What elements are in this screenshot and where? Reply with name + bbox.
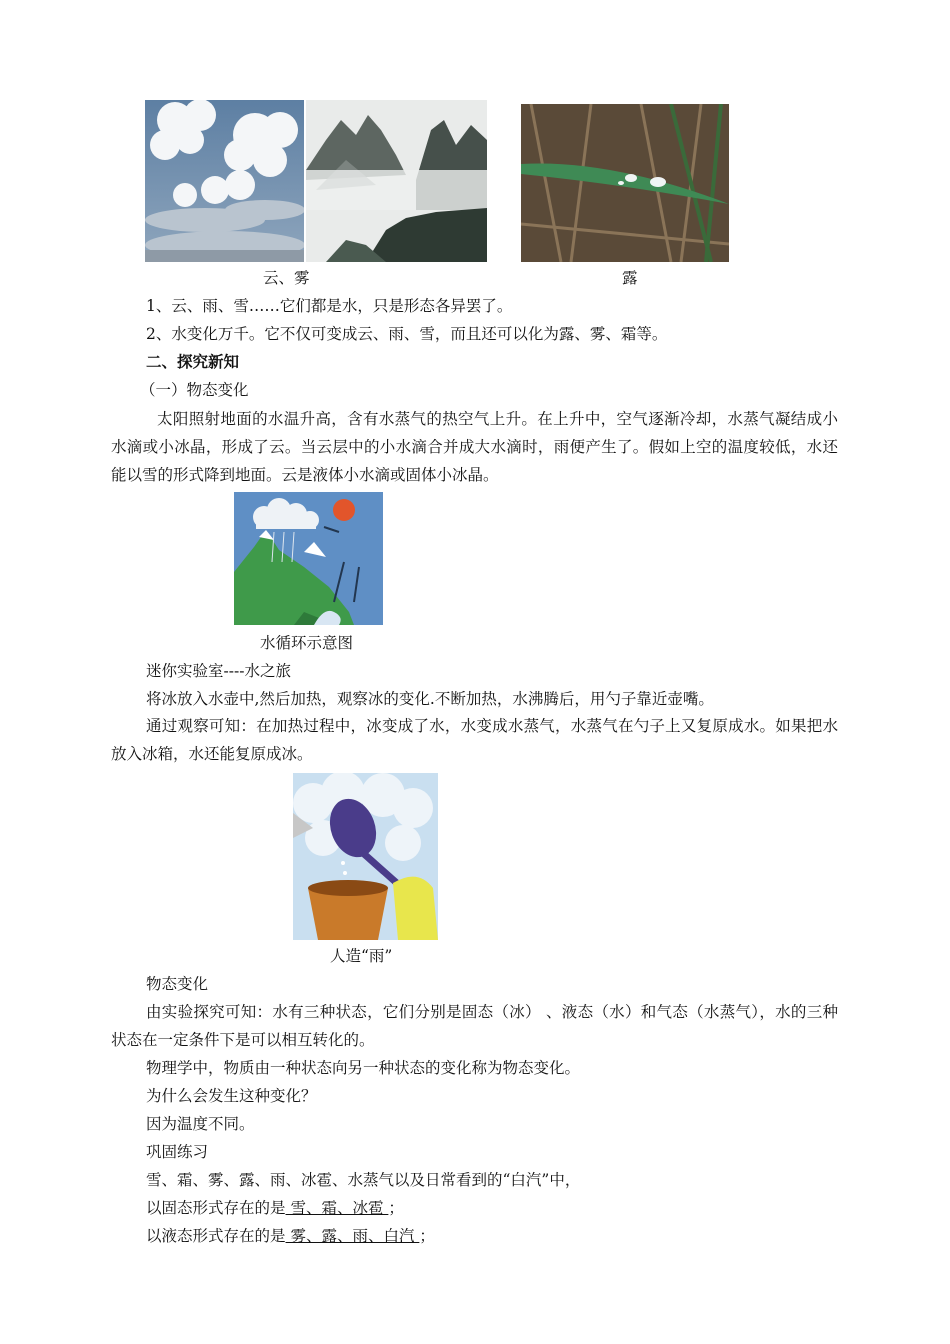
- practice-stem: 雪、霜、雾、露、雨、冰雹、水蒸气以及日常看到的“白汽”中，: [146, 1171, 581, 1189]
- state-change-definition: 物理学中，物质由一种状态向另一种状态的变化称为物态变化。: [146, 1059, 581, 1077]
- caption-dew: 露: [622, 269, 638, 287]
- lab-title: 迷你实验室----水之旅: [146, 662, 291, 680]
- practice-liquid-prefix: 以液态形式存在的是: [146, 1227, 286, 1245]
- artificial-rain-illustration: [293, 773, 438, 940]
- practice-solid-answer: 雪、霜、冰雹: [285, 1199, 389, 1217]
- lab-observation: 通过观察可知：在加热过程中，冰变成了水，水变成水蒸气，水蒸气在勺子上又复原成水。如果把水放入冰箱，水还能复原成冰。: [111, 717, 838, 763]
- section-heading: 二、探究新知: [146, 352, 240, 371]
- practice-solid-prefix: 以固态形式存在的是: [146, 1199, 286, 1217]
- intro-paragraph-1: 1、云、雨、雪……它们都是水，只是形态各异罢了。: [146, 297, 513, 315]
- practice-solid-suffix: ；: [388, 1199, 404, 1217]
- cloud-photo: [145, 100, 304, 262]
- subsection-heading: （一）物态变化: [140, 381, 249, 399]
- water-cycle-diagram: [234, 492, 383, 625]
- lab-step: 将冰放入水壶中,然后加热，观察冰的变化.不断加热，水沸腾后，用勺子靠近壶嘴。: [146, 690, 714, 708]
- state-change-title: 物态变化: [146, 975, 209, 993]
- caption-cloud-fog: 云、雾: [263, 269, 310, 287]
- practice-liquid-answer: 雾、露、雨、白汽: [285, 1227, 420, 1245]
- state-change-answer: 因为温度不同。: [146, 1115, 255, 1133]
- practice-title: 巩固练习: [146, 1143, 209, 1161]
- practice-liquid-suffix: ；: [419, 1227, 435, 1245]
- practice-liquid-line: [146, 1226, 435, 1246]
- practice-solid-line: [146, 1198, 404, 1218]
- cloud-formation-paragraph: 太阳照射地面的水温升高，含有水蒸气的热空气上升。在上升中，空气逐渐冷却，水蒸气凝结成小水滴或小冰晶，形成了云。当云层中的小水滴合并成大水滴时，雨便产生了。假如上空的温度较低，水还能以雪的形式降到地面。云是液体小水滴或固体小冰晶。: [111, 410, 838, 484]
- state-change-question: 为什么会发生这种变化？: [146, 1087, 317, 1105]
- caption-artificial-rain: 人造“雨”: [330, 947, 393, 965]
- dew-photo: [521, 104, 729, 262]
- fog-photo: [306, 100, 487, 262]
- state-change-paragraph-1: 由实验探究可知：水有三种状态，它们分别是固态（冰） 、液态（水）和气态（水蒸气），水的三种状态在一定条件下是可以相互转化的。: [111, 1003, 838, 1049]
- intro-paragraph-2: 2、水变化万千。它不仅可变成云、雨、雪，而且还可以化为露、雾、霜等。: [146, 325, 668, 343]
- caption-water-cycle: 水循环示意图: [260, 634, 354, 652]
